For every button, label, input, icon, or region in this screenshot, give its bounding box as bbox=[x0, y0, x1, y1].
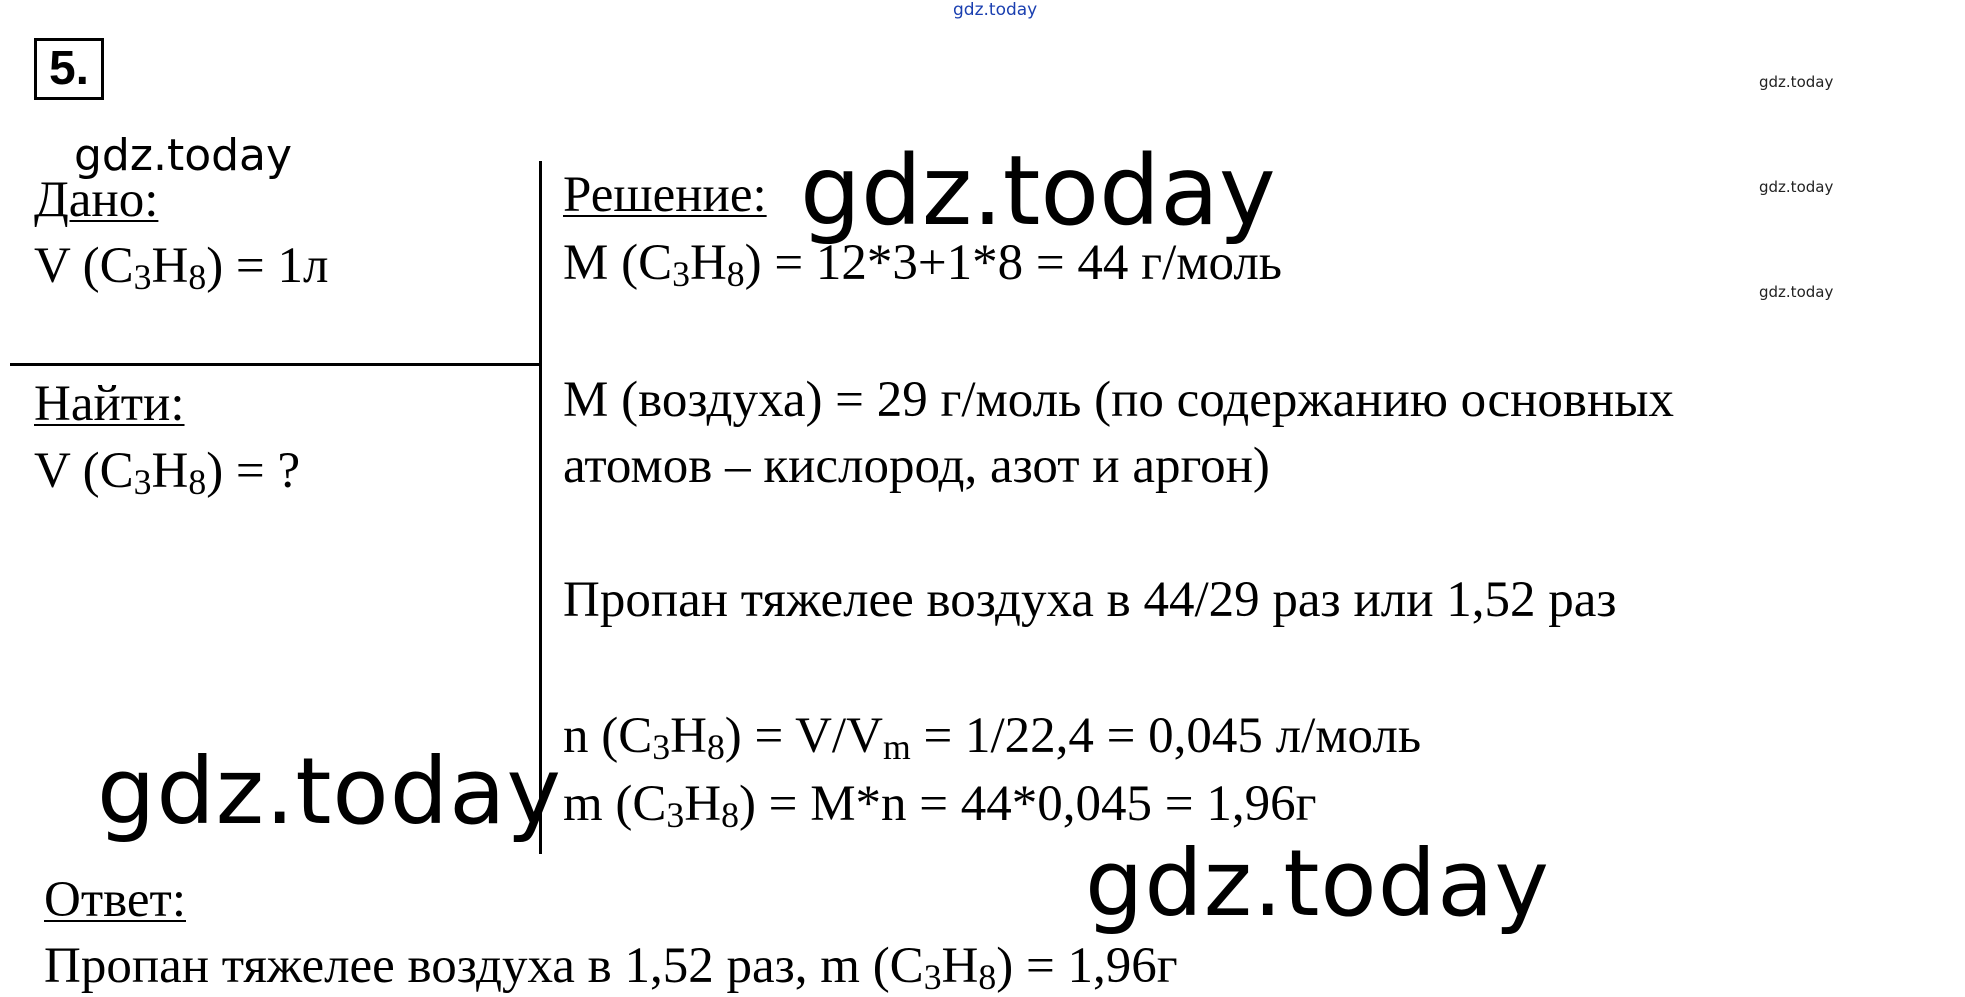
find-heading: Найти: bbox=[34, 376, 185, 432]
given-heading: Дано: bbox=[34, 172, 159, 228]
watermark-solution: gdz.today bbox=[800, 135, 1276, 247]
watermark-right-bottom: gdz.today bbox=[1085, 830, 1550, 937]
given-volume: V $(C_3H_8) = 1л$ bbox=[34, 238, 329, 298]
watermark-given: gdz.today bbox=[74, 130, 293, 181]
solution-molar-mass-air: M (воздуха) = 29 г/моль (по содержанию основных bbox=[563, 372, 1675, 428]
watermark-side-3: gdz.today bbox=[1759, 283, 1834, 301]
watermark-side-2: gdz.today bbox=[1759, 178, 1834, 196]
answer-text: Пропан тяжелее воздуха в 1,52 раз, m $(C_3H_8) = 1,96г$ bbox=[44, 938, 1178, 997]
horizontal-divider bbox=[10, 363, 541, 366]
watermark-left-bottom: gdz.today bbox=[97, 738, 562, 845]
solution-heading: Решение: bbox=[563, 167, 767, 223]
solution-amount: n $(C_3H_8) = V/V_m = 1/22,4 = 0,045$ л/моль bbox=[563, 708, 1422, 768]
task-number-box bbox=[34, 38, 104, 100]
answer-heading: Ответ: bbox=[44, 872, 186, 928]
watermark-top: gdz.today bbox=[953, 0, 1038, 20]
solution-molar-mass-propane: M $(C_3H_8) = 12*3+1*8 = 44$ г/моль bbox=[563, 235, 1283, 295]
find-volume: V $(C_3H_8)$ = ? bbox=[34, 443, 301, 503]
solution-air-composition: атомов – кислород, азот и аргон) bbox=[563, 438, 1270, 494]
solution-mass: m $(C_3H_8) = M*n = 44*0,045 = 1,96г$ bbox=[563, 776, 1317, 836]
solution-ratio: Пропан тяжелее воздуха в 44/29 раз или 1,52 раз bbox=[563, 572, 1617, 628]
watermark-side-1: gdz.today bbox=[1759, 73, 1834, 91]
task-number: 5. bbox=[48, 42, 90, 95]
